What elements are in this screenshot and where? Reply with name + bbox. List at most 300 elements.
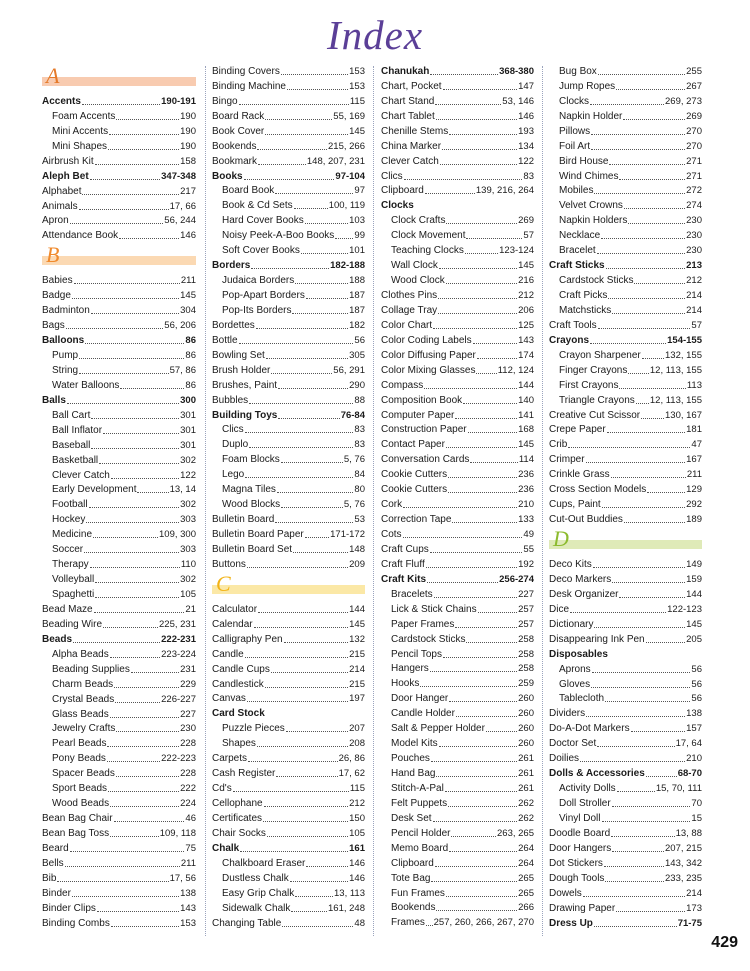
- entry-pages: 56: [354, 334, 365, 346]
- index-column-1: [42, 63, 196, 930]
- entry-term: Craft Cups: [381, 543, 429, 555]
- index-subentry: [212, 272, 365, 287]
- dot-leader: [79, 209, 169, 210]
- entry-pages: 267: [686, 80, 702, 92]
- entry-term: Foam Blocks: [222, 454, 280, 466]
- index-subentry: [549, 347, 702, 362]
- entry-pages: 143: [518, 334, 534, 346]
- index-subentry: [549, 138, 702, 153]
- entry-term: Sport Beads: [52, 783, 108, 795]
- entry-term: Calligraphy Pen: [212, 633, 283, 645]
- entry-pages: 145: [349, 125, 365, 137]
- dot-leader: [612, 806, 691, 807]
- index-subentry: [42, 706, 196, 721]
- index-subentry: [42, 541, 196, 556]
- index-subentry: [42, 795, 196, 810]
- dot-leader: [476, 373, 496, 374]
- entry-term: Easy Grip Chalk: [222, 887, 295, 899]
- entry-pages: 144: [349, 603, 365, 615]
- index-entry: [42, 840, 196, 855]
- entry-term: Creative Cut Scissor: [549, 409, 641, 421]
- entry-term: Compass: [381, 379, 424, 391]
- dot-leader: [256, 328, 348, 329]
- entry-pages: 209: [349, 558, 365, 570]
- entry-pages: 133: [518, 514, 534, 526]
- entry-term: Bookends: [391, 902, 436, 914]
- entry-pages: 146: [349, 857, 365, 869]
- entry-term: Book & Cd Sets: [222, 200, 293, 212]
- dot-leader: [84, 552, 179, 553]
- dot-leader: [254, 627, 349, 628]
- entry-term: Collage Tray: [381, 304, 438, 316]
- entry-term: Drawing Paper: [549, 902, 616, 914]
- dot-leader: [265, 119, 332, 120]
- dot-leader: [642, 358, 664, 359]
- entry-pages: 55: [523, 543, 534, 555]
- index-entry: [381, 93, 534, 108]
- entry-pages: 265: [518, 872, 534, 884]
- entry-term: Doilies: [549, 753, 580, 765]
- index-entry: [42, 198, 196, 213]
- entry-term: Certificates: [212, 812, 263, 824]
- entry-term: Brushes, Paint: [212, 379, 278, 391]
- entry-pages: 210: [518, 499, 534, 511]
- dot-leader: [586, 462, 686, 463]
- index-entry: [381, 392, 534, 407]
- entry-pages: 100, 119: [328, 200, 365, 212]
- entry-pages: 109, 300: [159, 529, 196, 541]
- index-entry: [212, 780, 365, 795]
- index-column-2: [212, 63, 365, 930]
- dot-leader: [107, 761, 160, 762]
- dot-leader: [616, 89, 685, 90]
- entry-term: Binding Machine: [212, 80, 286, 92]
- dot-leader: [602, 821, 691, 822]
- dot-leader: [628, 223, 685, 224]
- dot-leader: [95, 164, 179, 165]
- dot-leader: [590, 104, 664, 105]
- dot-leader: [435, 866, 517, 867]
- entry-term: Calendar: [212, 618, 253, 630]
- index-entry: [42, 332, 196, 347]
- entry-pages: 257, 260, 266, 267, 270: [433, 917, 534, 929]
- index-entry: [212, 795, 365, 810]
- entry-pages: 269: [518, 215, 534, 227]
- dot-leader: [244, 179, 335, 180]
- entry-pages: 56: [691, 678, 702, 690]
- entry-term: Beading Supplies: [52, 663, 130, 675]
- index-entry: [381, 108, 534, 123]
- entry-term: Doctor Set: [549, 738, 597, 750]
- dot-leader: [597, 253, 685, 254]
- index-subentry: [381, 765, 534, 780]
- entry-pages: 214: [349, 663, 365, 675]
- index-subentry: [42, 482, 196, 497]
- dot-leader: [108, 149, 179, 150]
- entry-pages: 190: [180, 110, 196, 122]
- dot-leader: [430, 671, 517, 672]
- dot-leader: [137, 492, 168, 493]
- entry-term: Soccer: [52, 544, 84, 556]
- index-subentry: [212, 481, 365, 496]
- entry-pages: 223-224: [161, 648, 196, 660]
- index-entry: [381, 422, 534, 437]
- entry-term: Beads: [42, 633, 73, 645]
- dot-leader: [91, 448, 179, 449]
- dot-leader: [440, 164, 517, 165]
- dot-leader: [404, 179, 523, 180]
- entry-term: Craft Fluff: [381, 558, 425, 570]
- entry-pages: 226-227: [161, 693, 196, 705]
- dot-leader: [264, 806, 349, 807]
- entry-term: Chart, Pocket: [381, 80, 442, 92]
- entry-pages: 193: [518, 125, 534, 137]
- dot-leader: [239, 343, 354, 344]
- entry-term: Board Book: [222, 185, 275, 197]
- dot-leader: [114, 821, 185, 822]
- index-subentry: [549, 810, 702, 825]
- index-entry: [381, 168, 534, 183]
- entry-pages: 145: [349, 618, 365, 630]
- dot-leader: [593, 567, 685, 568]
- dot-leader: [90, 179, 160, 180]
- dot-leader: [73, 642, 160, 643]
- entry-pages: 260: [518, 738, 534, 750]
- entry-term: Color Diffusing Paper: [381, 349, 476, 361]
- dot-leader: [636, 403, 649, 404]
- entry-term: Buttons: [212, 558, 246, 570]
- entry-term: Cots: [381, 529, 402, 540]
- entry-pages: 301: [180, 424, 196, 436]
- entry-term: Pearl Beads: [52, 738, 107, 750]
- entry-term: Sidewalk Chalk: [222, 902, 291, 914]
- entry-pages: 88: [354, 394, 365, 406]
- dot-leader: [631, 731, 686, 732]
- entry-term: Velvet Crowns: [559, 200, 623, 212]
- dot-leader: [624, 208, 685, 209]
- entry-pages: 231: [180, 663, 196, 675]
- index-entry: [549, 855, 702, 870]
- dot-leader: [624, 522, 685, 523]
- entry-term: Correction Tape: [381, 514, 452, 526]
- entry-pages: 80: [354, 484, 365, 496]
- index-entry: [549, 825, 702, 840]
- dot-leader: [293, 552, 348, 553]
- dot-leader: [446, 283, 517, 284]
- entry-term: Animals: [42, 200, 78, 212]
- entry-term: Beard: [42, 842, 69, 854]
- entry-pages: 17, 64: [675, 738, 702, 750]
- index-entry: [212, 123, 365, 138]
- entry-pages: 13, 14: [169, 484, 196, 496]
- index-entry: [381, 377, 534, 392]
- entry-pages: 256-274: [499, 573, 534, 585]
- entry-pages: 302: [180, 574, 196, 586]
- entry-pages: 270: [686, 140, 702, 152]
- dot-leader: [570, 612, 666, 613]
- dot-leader: [335, 238, 353, 239]
- entry-term: Finger Crayons: [559, 364, 628, 376]
- entry-pages: 146: [349, 872, 365, 884]
- index-entry: [549, 750, 702, 765]
- entry-term: Craft Sticks: [549, 260, 605, 272]
- dot-leader: [608, 298, 685, 299]
- index-subentry: [212, 197, 365, 212]
- index-entry: [381, 362, 534, 377]
- entry-term: Desk Set: [391, 812, 432, 824]
- index-subentry: [381, 601, 534, 616]
- index-subentry: [42, 407, 196, 422]
- entry-pages: 103: [349, 215, 365, 227]
- entry-pages: 264: [518, 842, 534, 854]
- entry-pages: 122-123: [667, 603, 702, 615]
- entry-pages: 207: [349, 723, 365, 735]
- dot-leader: [292, 313, 348, 314]
- index-entry: [212, 153, 365, 168]
- entry-term: Crepe Paper: [549, 424, 606, 436]
- entry-pages: 189: [686, 514, 702, 526]
- entry-term: Medicine: [52, 529, 93, 541]
- entry-pages: 258: [518, 663, 534, 675]
- index-entry: [381, 451, 534, 466]
- index-subentry: [549, 302, 702, 317]
- entry-pages: 290: [349, 379, 365, 391]
- dot-leader: [433, 328, 517, 329]
- index-entry: [212, 168, 365, 183]
- entry-term: Duplo: [222, 439, 249, 451]
- entry-pages: 97: [354, 185, 365, 197]
- entry-pages: 139, 216, 264: [475, 185, 534, 197]
- entry-pages: 122: [180, 469, 196, 481]
- entry-term: Carpets: [212, 753, 248, 765]
- entry-pages: 149: [686, 559, 702, 570]
- dot-leader: [111, 926, 179, 927]
- entry-pages: 5, 76: [343, 454, 365, 466]
- dot-leader: [612, 851, 664, 852]
- index-subentry: [549, 795, 702, 810]
- dot-leader: [67, 403, 179, 404]
- dot-leader: [275, 522, 353, 523]
- dot-leader: [94, 612, 185, 613]
- entry-pages: 84: [354, 469, 365, 481]
- section-letter-c: [212, 571, 365, 601]
- dot-leader: [647, 492, 685, 493]
- entry-term: Color Mixing Glasses: [381, 364, 476, 376]
- index-entry: [549, 257, 702, 272]
- entry-term: Noisy Peek-A-Boo Books: [222, 230, 335, 242]
- dot-leader: [451, 836, 496, 837]
- index-entry: [212, 317, 365, 332]
- entry-term: Door Hanger: [391, 693, 449, 705]
- entry-pages: 153: [349, 65, 365, 77]
- entry-pages: 146: [180, 230, 196, 242]
- dot-leader: [271, 672, 348, 673]
- entry-term: Bags: [42, 320, 65, 332]
- section-letter-b: [42, 242, 196, 272]
- entry-term: Deco Kits: [549, 559, 592, 570]
- section-letter-a: [42, 63, 196, 93]
- index-subentry: [212, 870, 365, 885]
- entry-pages: 269, 273: [665, 95, 702, 107]
- dot-leader: [245, 477, 353, 478]
- index-subentry: [381, 914, 534, 929]
- entry-term: Magna Tiles: [222, 484, 276, 496]
- dot-leader: [617, 791, 655, 792]
- entry-term: Chenille Stems: [381, 125, 449, 137]
- entry-term: Doll Stroller: [559, 798, 611, 809]
- dot-leader: [247, 567, 348, 568]
- index-entry: [212, 915, 365, 930]
- entry-pages: 53: [354, 514, 365, 526]
- dot-leader: [79, 358, 184, 359]
- entry-pages: 257: [518, 618, 534, 630]
- index-entry: [381, 153, 534, 168]
- dot-leader: [434, 597, 517, 598]
- dot-leader: [301, 253, 348, 254]
- entry-term: Clock Movement: [391, 230, 466, 242]
- entry-term: Book Cover: [212, 125, 265, 137]
- entry-term: Clipboard: [381, 185, 424, 197]
- index-entry: [549, 646, 702, 661]
- dot-leader: [281, 507, 343, 508]
- index-entry: [381, 347, 534, 362]
- entry-pages: 147: [518, 80, 534, 92]
- index-entry: [212, 705, 365, 720]
- entry-term: Wood Beads: [52, 798, 110, 810]
- entry-pages: 140: [518, 394, 534, 406]
- entry-term: Chanukah: [381, 65, 430, 77]
- entry-pages: 222-231: [161, 633, 196, 645]
- entry-pages: 144: [686, 588, 702, 600]
- dot-leader: [424, 388, 517, 389]
- entry-term: Door Hangers: [549, 842, 612, 854]
- entry-term: Ball Inflator: [52, 424, 103, 436]
- entry-pages: 56, 244: [164, 215, 196, 227]
- dot-leader: [449, 851, 517, 852]
- dot-leader: [85, 343, 184, 344]
- entry-pages: 304: [180, 305, 196, 317]
- index-entry: [212, 332, 365, 347]
- dot-leader: [431, 881, 517, 882]
- index-entry: [549, 436, 702, 451]
- index-entry: [381, 511, 534, 526]
- entry-pages: 257: [518, 603, 534, 615]
- entry-pages: 187: [349, 290, 365, 301]
- dot-leader: [97, 911, 179, 912]
- index-entry: [42, 392, 196, 407]
- entry-pages: 101: [349, 245, 365, 257]
- entry-pages: 129: [686, 484, 702, 496]
- entry-term: Gloves: [559, 678, 591, 690]
- entry-term: Conversation Cards: [381, 454, 470, 466]
- entry-term: Bottle: [212, 334, 238, 346]
- entry-term: Candlestick: [212, 678, 264, 690]
- entry-pages: 182: [349, 319, 365, 331]
- index-subentry: [42, 780, 196, 795]
- entry-term: Candle Holder: [391, 708, 455, 720]
- index-entry: [42, 810, 196, 825]
- index-entry: [42, 287, 196, 302]
- dot-leader: [425, 193, 475, 194]
- dot-leader: [473, 343, 518, 344]
- dot-leader: [90, 567, 180, 568]
- entry-pages: 272: [686, 185, 702, 197]
- entry-term: Binder Clips: [42, 902, 96, 914]
- index-subentry: [212, 451, 365, 466]
- entry-pages: 212: [686, 275, 702, 287]
- index-entry: [549, 571, 702, 586]
- entry-pages: 269: [686, 110, 702, 122]
- index-entry: [549, 720, 702, 735]
- index-entry: [549, 586, 702, 601]
- entry-pages: 225, 231: [159, 618, 196, 630]
- index-subentry: [549, 661, 702, 676]
- index-entry: [212, 810, 365, 825]
- dot-leader: [109, 134, 179, 135]
- dot-leader: [619, 179, 685, 180]
- index-entry: [381, 183, 534, 198]
- index-subentry: [42, 496, 196, 511]
- index-entry: [212, 93, 365, 108]
- dot-leader: [433, 821, 518, 822]
- index-subentry: [549, 287, 702, 302]
- index-entry: [212, 377, 365, 392]
- entry-pages: 56, 206: [164, 320, 196, 332]
- index-entry: [381, 541, 534, 556]
- dot-leader: [295, 896, 333, 897]
- index-entry: [42, 153, 196, 168]
- dot-leader: [446, 447, 517, 448]
- entry-term: Pencil Tops: [391, 648, 442, 660]
- entry-pages: 148, 207, 231: [306, 155, 365, 167]
- entry-term: Fun Frames: [391, 887, 445, 899]
- index-subentry: [381, 675, 534, 690]
- entry-term: Paper Frames: [391, 618, 455, 630]
- dot-leader: [594, 926, 677, 927]
- index-entry: [381, 287, 534, 302]
- index-entry: [212, 825, 365, 840]
- index-entry: [549, 317, 702, 332]
- dot-leader: [57, 881, 168, 882]
- entry-term: Soft Cover Books: [222, 245, 300, 257]
- index-entry: [381, 63, 534, 78]
- entry-pages: 216: [518, 275, 534, 287]
- index-subentry: [42, 467, 196, 482]
- entry-pages: 211: [686, 469, 702, 481]
- entry-term: Crimper: [549, 454, 585, 466]
- dot-leader: [99, 463, 179, 464]
- entry-pages: 206: [518, 304, 534, 316]
- index-subentry: [212, 183, 365, 198]
- dot-leader: [281, 462, 343, 463]
- entry-term: Clics: [381, 170, 403, 182]
- entry-term: Bulletin Board Set: [212, 543, 293, 555]
- entry-term: Chair Socks: [212, 827, 266, 839]
- entry-term: First Crayons: [559, 379, 619, 391]
- entry-pages: 57: [523, 230, 534, 242]
- entry-term: Cross Section Models: [549, 484, 647, 496]
- index-entry: [549, 735, 702, 750]
- entry-term: Hangers: [391, 663, 429, 675]
- dot-leader: [597, 746, 674, 747]
- index-subentry: [42, 123, 196, 138]
- index-entry: [42, 870, 196, 885]
- entry-term: Judaica Borders: [222, 275, 295, 287]
- entry-pages: 148: [349, 543, 365, 555]
- dot-leader: [443, 657, 517, 658]
- index-subentry: [42, 377, 196, 392]
- dot-leader: [111, 478, 179, 479]
